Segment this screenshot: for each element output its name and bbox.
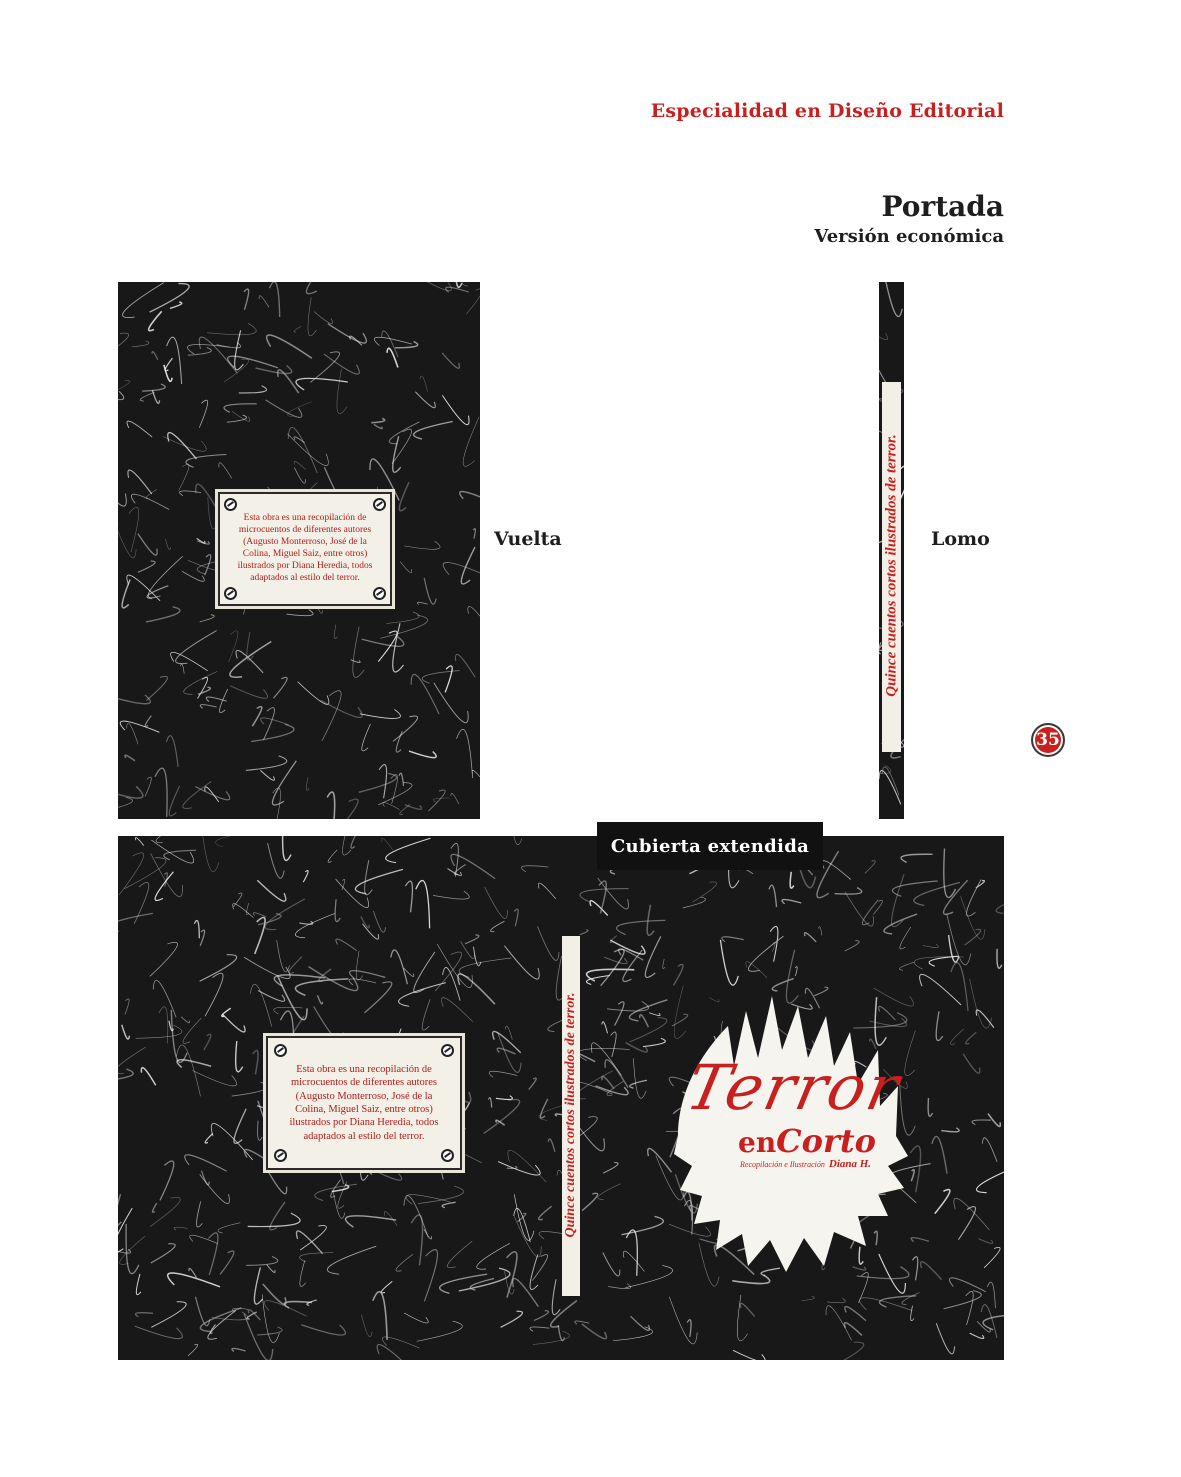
back-cover-label: Vuelta [494,528,562,550]
extended-cover-illustration [118,836,1004,1360]
back-cover-plaque [218,492,392,606]
extended-back-text: Esta obra es una recopilación de microcuentos de diferentes autores (Augusto Monterroso, José de la Colina, Miguel Saiz, entre otros) ilustrados por Diana Heredia, todos adaptados al estilo del terror. [289,1063,439,1142]
cover-title-en: en [738,1126,777,1159]
spine-text: Quince cuentos cortos ilustrados de terror. [883,434,900,697]
back-cover-illustration [118,282,480,819]
cover-credit-prefix: Recopilación e Ilustración [740,1160,825,1169]
extended-cover-badge: Cubierta extendida [597,822,823,870]
extended-spine-text: Quince cuentos cortos ilustrados de terror. [563,992,578,1238]
spine-label: Lomo [931,528,990,550]
section-header: Especialidad en Diseño Editorial [650,100,1004,122]
spine-illustration [879,282,904,819]
back-cover-text: Esta obra es una recopilación de microcuentos de diferentes autores (Augusto Monterroso, José de la Colina, Miguel Saiz, entre otros) ilustrados por Diana Heredia, todos adaptados al estilo del terror. [237,513,373,583]
cover-credit [740,1154,871,1172]
cover-title-terror: Terror [680,1051,908,1124]
page-subtitle: Versión económica [814,226,1004,247]
page-title: Portada [881,190,1004,223]
cover-credit-name: Diana H. [828,1158,872,1170]
page-number-badge: 35 [1031,723,1065,757]
cover-title-corto: Corto [776,1122,876,1160]
